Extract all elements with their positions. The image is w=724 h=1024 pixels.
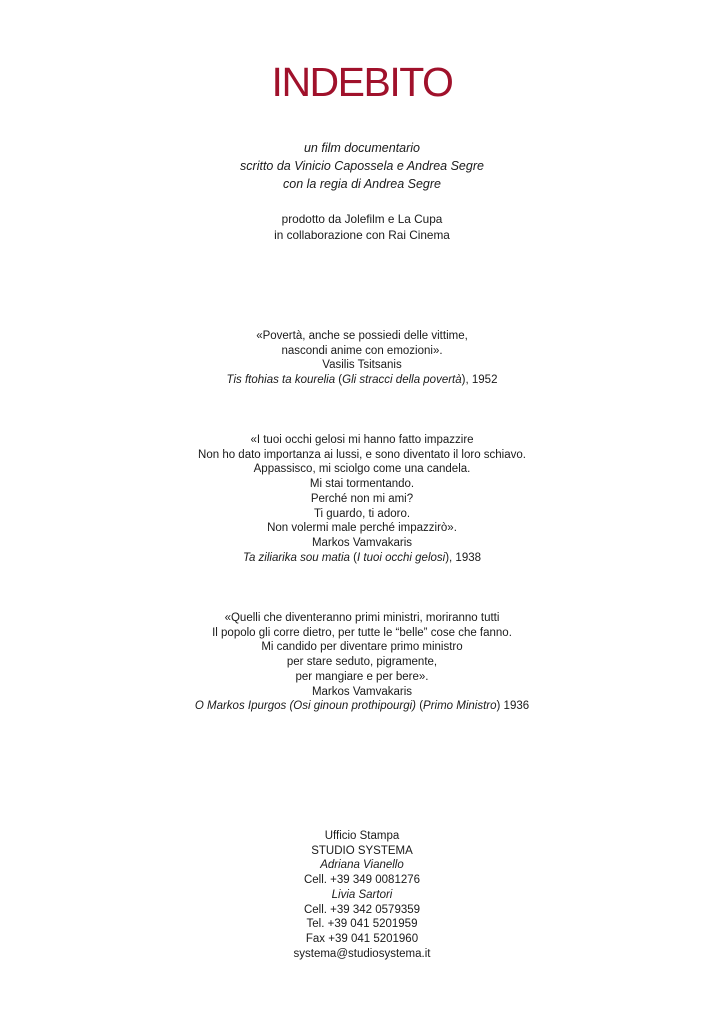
quote-block-1	[0, 329, 724, 388]
quote-line: nascondi anime con emozioni».	[281, 344, 443, 357]
credits-line: scritto da Vinicio Capossela e Andrea Segre	[240, 159, 484, 173]
page-title: INDEBITO	[271, 59, 453, 105]
production-line: in collaborazione con Rai Cinema	[274, 228, 450, 242]
quote-line: per mangiare e per bere».	[295, 670, 429, 683]
source-year: ) 1936	[496, 700, 530, 713]
quote-block-3	[0, 611, 724, 714]
production-info	[0, 211, 724, 243]
press-email: systema@studiosystema.it	[293, 947, 431, 960]
quote-author: Markos Vamvakaris	[311, 536, 413, 549]
song-original-title: Ta ziliarika sou matia	[242, 551, 350, 564]
quote-line: Ti guardo, ti adoro.	[313, 507, 411, 520]
quote-line: «Povertà, anche se possiedi delle vittime,	[256, 330, 468, 342]
source-year: ), 1952	[461, 374, 498, 387]
quote-line: Non volermi male perché impazzirò».	[267, 522, 457, 535]
quote-line: «I tuoi occhi gelosi mi hanno fatto impazzire	[250, 434, 474, 446]
song-translated-title: I tuoi occhi gelosi	[356, 551, 446, 564]
credits-line: un film documentario	[303, 141, 421, 155]
press-tel: Tel. +39 041 5201959	[306, 918, 418, 931]
source-punct: (	[416, 700, 424, 713]
quote-line: Il popolo gli corre dietro, per tutte le “belle” cose che fanno.	[212, 626, 512, 639]
source-punct: (	[335, 374, 343, 387]
quote-block-2	[0, 433, 724, 565]
credits-line: con la regia di Andrea Segre	[283, 177, 441, 191]
quote-line: per stare seduto, pigramente,	[286, 656, 438, 669]
song-translated-title: Primo Ministro	[423, 700, 497, 713]
quote-line: Mi candido per diventare primo ministro	[261, 641, 463, 654]
press-office-label: Ufficio Stampa	[324, 830, 400, 842]
press-contacts	[0, 829, 724, 961]
song-original-title: Tis ftohias ta kourelia	[226, 374, 336, 387]
press-contact-phone: Cell. +39 349 0081276	[303, 874, 421, 887]
quote-author: Markos Vamvakaris	[311, 685, 413, 698]
press-agency-name: STUDIO SYSTEMA	[311, 844, 413, 857]
production-line: prodotto da Jolefilm e La Cupa	[281, 212, 443, 226]
film-credits	[0, 139, 724, 193]
quote-source	[0, 699, 724, 714]
quote-source	[0, 373, 724, 388]
source-year: ), 1938	[445, 551, 482, 564]
quote-line: Non ho dato importanza ai lussi, e sono diventato il loro schiavo.	[198, 448, 526, 461]
press-contact-name: Adriana Vianello	[320, 859, 404, 872]
quote-line: Perché non mi ami?	[310, 492, 414, 505]
press-fax: Fax +39 041 5201960	[305, 932, 419, 945]
quote-line: «Quelli che diventeranno primi ministri, moriranno tutti	[224, 612, 500, 624]
press-contact-name: Livia Sartori	[331, 888, 393, 901]
source-punct: (	[349, 551, 357, 564]
quote-author: Vasilis Tsitsanis	[322, 359, 402, 372]
quote-line: Appassisco, mi sciolgo come una candela.	[253, 463, 471, 476]
song-original-title: O Markos Ipurgos (Osi ginoun prothipourgi)	[194, 700, 417, 713]
press-contact-phone: Cell. +39 342 0579359	[303, 903, 421, 916]
song-translated-title: Gli stracci della povertà	[342, 374, 462, 387]
quote-line: Mi stai tormentando.	[309, 478, 415, 491]
quote-source	[0, 551, 724, 566]
